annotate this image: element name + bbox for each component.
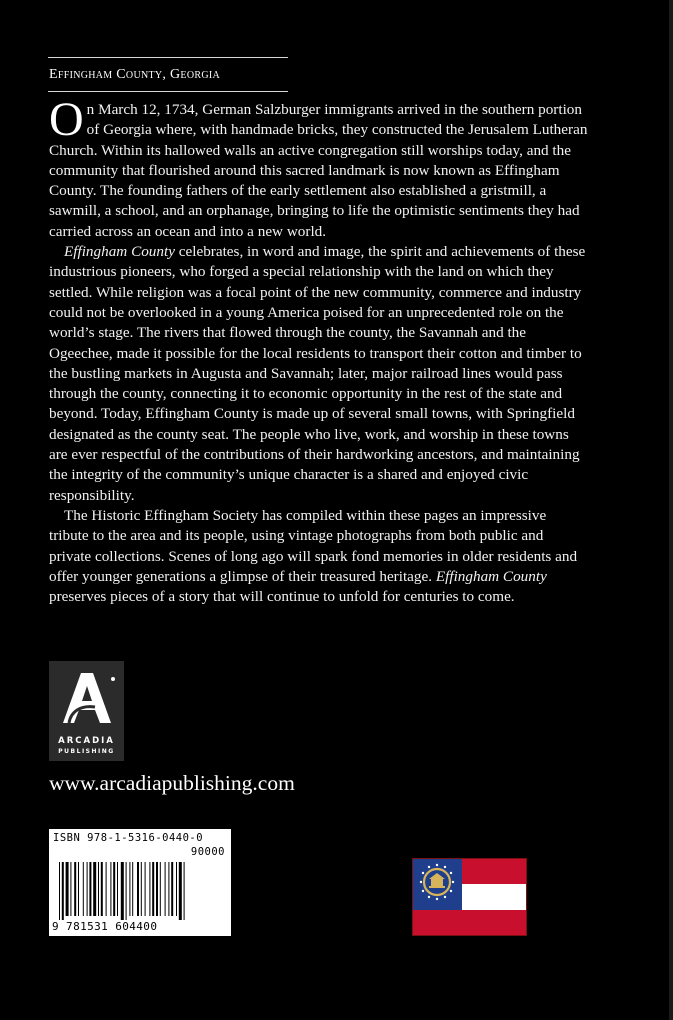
paragraph-2-text: celebrates, in word and image, the spirit and achievements of these industrious pioneers, who forged a special relationship with the land on which they settled. While religion was a focal point of the new community, commerce and industry could not be overlooked in a young America poised for an unprecedented role on the world’s stage. The rivers that flowed through the county, the Savannah and the Ogeechee, made it possible for the local residents to transport their cotton and timber to the bustling markets in Augusta and Savannah; later, major railroad lines would pass through the county, connecting it to economic opportunity in the rest of the state and beyond. Today, Effingham County is made up of several small towns, with Springfield designated as the county seat. The people who live, work, and worship in these towns are ever respectful of the contributions of their hardworking ancestors, and maintaining the integrity of the community’s unique character is a shared and enjoyed civic responsibility.: [49, 243, 586, 504]
barcode-bar: [129, 862, 130, 916]
paragraph-2: [49, 242, 589, 506]
publisher-name: ARCADIA: [58, 736, 115, 746]
title-rule: [48, 91, 288, 92]
spine-edge: [669, 0, 673, 1020]
drop-cap: O: [49, 93, 84, 146]
barcode-bar: [149, 862, 150, 916]
barcode-bar: [176, 862, 177, 916]
paragraph-3-text: The Historic Effingham Society has compiled within these pages an impressive tribute to the area and its people, using vintage photographs from both public and private collections. Scenes of long ago will spark fond memories in older residents and offer younger generations a glimpse of their treasured heritage.: [49, 506, 578, 585]
barcode-bar: [106, 862, 107, 916]
barcode-bar: [117, 862, 118, 916]
barcode-bar: [113, 862, 115, 916]
barcode-bar: [66, 862, 69, 916]
barcode-bar: [126, 862, 127, 920]
price-code: 90000: [190, 846, 225, 858]
barcode-bar: [93, 862, 96, 916]
paragraph-3: [49, 506, 589, 607]
book-title: Effingham County, Georgia: [49, 67, 220, 82]
barcode-bar: [132, 862, 133, 916]
barcode-bar: [179, 862, 182, 920]
paragraph-1: [49, 93, 589, 242]
barcode-bar: [98, 862, 99, 916]
isbn-text: ISBN 978-1-5316-0440-0: [53, 832, 204, 844]
barcode-bar: [156, 862, 158, 916]
barcode-bar: [83, 862, 84, 916]
barcode-bar: [137, 862, 139, 916]
arcadia-a-icon: [49, 661, 124, 736]
top-rule: [48, 57, 288, 58]
georgia-flag-icon: [412, 858, 527, 936]
barcode-bar: [121, 862, 124, 920]
barcode-bar: [78, 862, 79, 916]
publisher-sub: PUBLISHING: [58, 748, 115, 755]
barcode-bar: [87, 862, 88, 916]
blurb: [49, 93, 589, 607]
paragraph-3-end: preserves pieces of a story that will continue to unfold for centuries to come.: [49, 588, 515, 606]
barcode-bar: [152, 862, 154, 916]
isbn-barcode: [49, 829, 231, 936]
barcode-bar: [59, 862, 60, 920]
arcadia-logo: [49, 661, 124, 761]
barcode-bar: [62, 862, 64, 920]
paragraph-1-text: n March 12, 1734, German Salzburger immigrants arrived in the southern portion of Georgia where, with handmade bricks, they constructed the Jerusalem Lutheran Church. Within its hallowed walls an active congregation still worships today, and the community that flourished around this sacred landmark is now known as Effingham County. The founding fathers of the early settlement also established a gristmill, a sawmill, a school, and an orphanage, bringing to life the optimistic sentiments they had carried across an ocean and into a new world.: [49, 101, 588, 240]
barcode-bar: [168, 862, 169, 916]
title-reference: Effingham County: [435, 567, 547, 585]
barcode-bar: [160, 862, 161, 916]
barcode-bar: [110, 862, 111, 916]
barcode-bar: [165, 862, 166, 916]
barcode-bar: [70, 862, 71, 916]
barcode-bars: [59, 862, 225, 920]
barcode-bar: [141, 862, 142, 916]
barcode-bar: [74, 862, 76, 916]
title-reference: Effingham County: [64, 243, 175, 261]
publisher-url[interactable]: www.arcadiapublishing.com: [49, 771, 295, 795]
barcode-bar: [184, 862, 185, 920]
barcode-bar: [89, 862, 91, 916]
ean-text: 9 781531 604400: [52, 920, 158, 933]
barcode-bar: [101, 862, 103, 916]
barcode-bar: [145, 862, 146, 916]
barcode-bar: [171, 862, 173, 916]
